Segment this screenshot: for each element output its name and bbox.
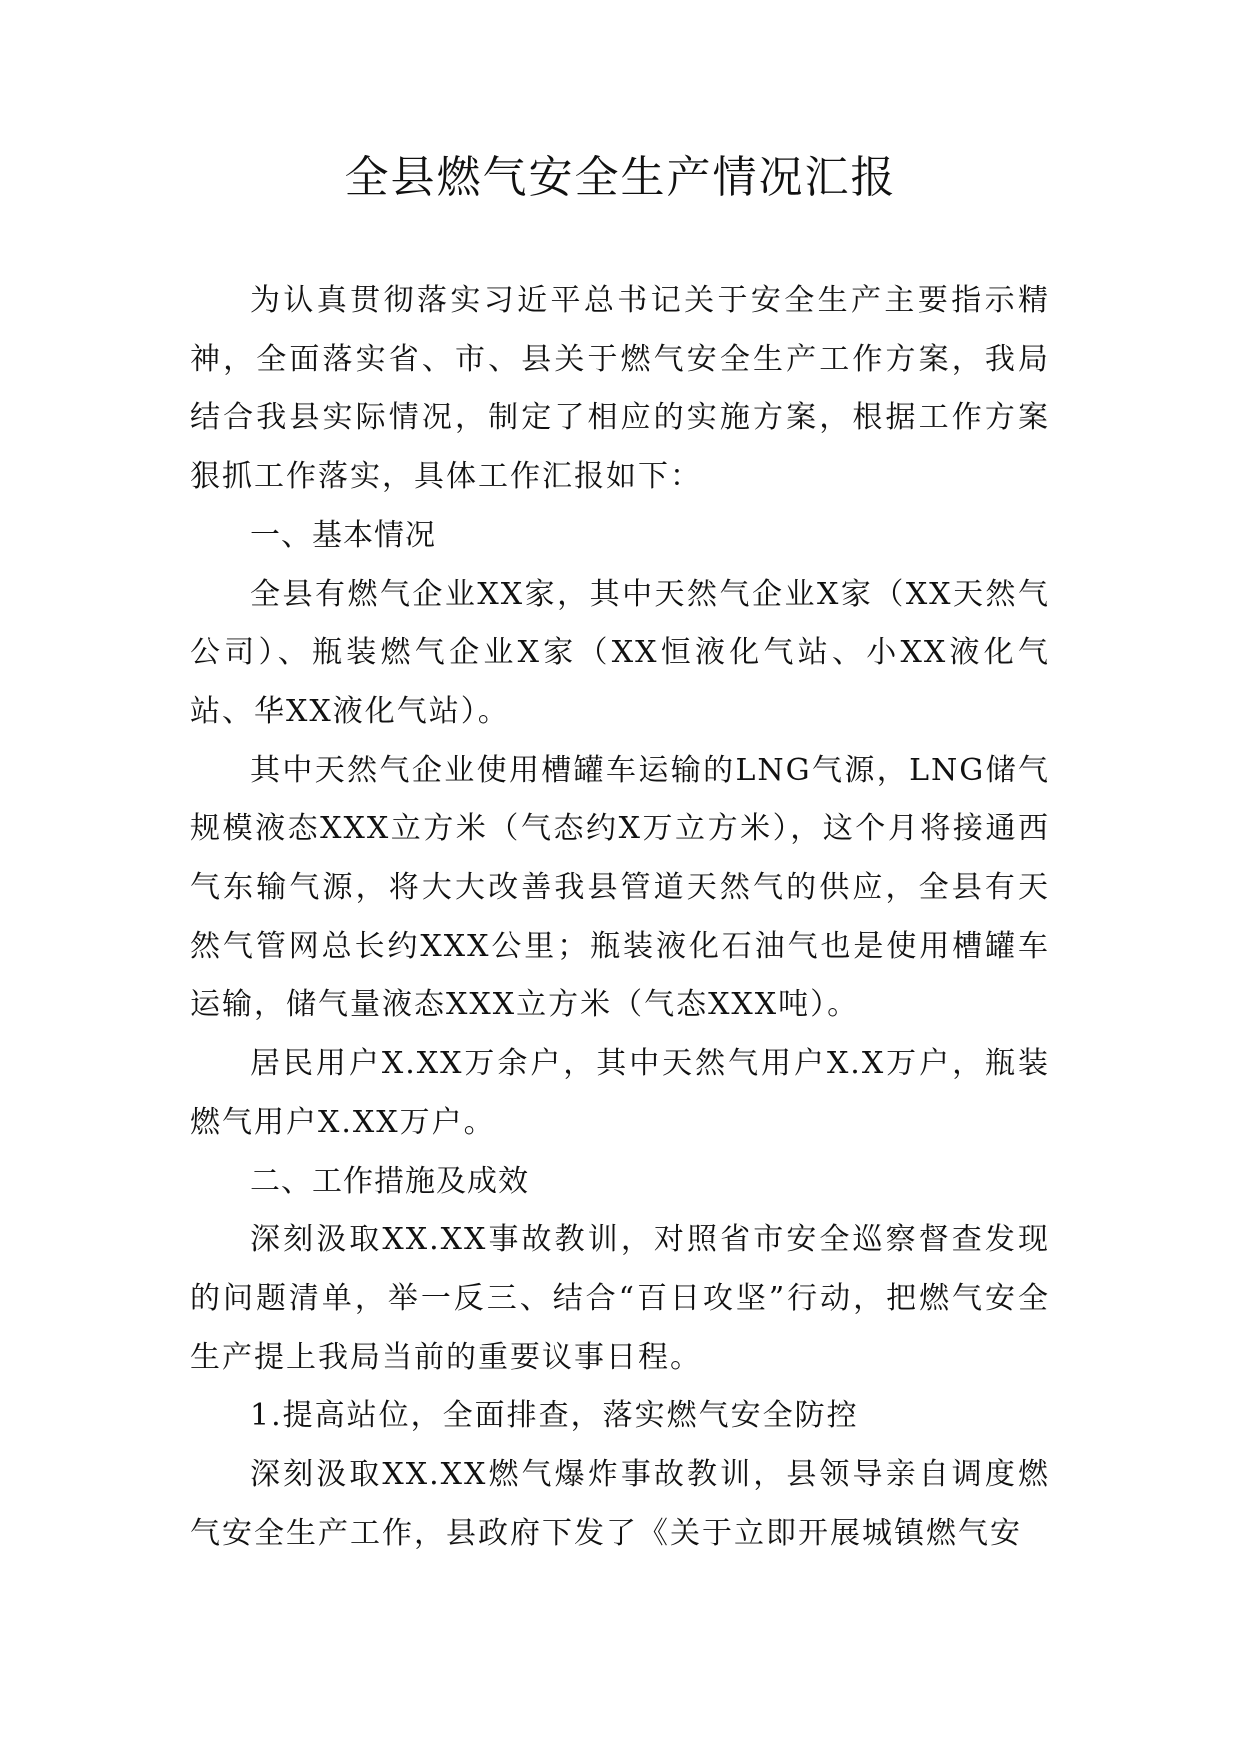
section-heading-basic: 一、基本情况 — [250, 517, 436, 553]
residents-paragraph: 居民用户X.XX万余户，其中天然气用户X.X万户，瓶装燃气用户X.XX万户。 — [190, 1046, 1050, 1140]
basic-enterprises-paragraph: 全县有燃气企业XX家，其中天然气企业X家（XX天然气公司）、瓶装燃气企业X家（XX恒液化气站、小XX液化气站、华XX液化气站）。 — [190, 576, 1050, 729]
document-title: 全县燃气安全生产情况汇报 — [344, 152, 897, 203]
section-heading-measures: 二、工作措施及成效 — [250, 1163, 529, 1199]
subheading-1-paragraph: 1.提高站位，全面排查，落实燃气安全防控 — [250, 1398, 859, 1434]
gas-supply-paragraph: 其中天然气企业使用槽罐车运输的LNG气源，LNG储气规模液态XXX立方米（气态约X万立方米），这个月将接通西气东输气源，将大大改善我县管道天然气的供应，全县有天然气管网总长约XXX公里；瓶装液化石油气也是使用槽罐车运输，储气量液态XXX立方米（气态XXX吨）。 — [190, 752, 1050, 1023]
measures-intro-paragraph: 深刻汲取XX.XX事故教训，对照省市安全巡察督查发现的问题清单，举一反三、结合“百日攻坚”行动，把燃气安全生产提上我局当前的重要议事日程。 — [190, 1222, 1050, 1375]
measures-detail-paragraph: 深刻汲取XX.XX燃气爆炸事故教训，县领导亲自调度燃气安全生产工作，县政府下发了《关于立即开展城镇燃气安 — [190, 1457, 1050, 1551]
document-body — [190, 272, 1050, 1563]
intro-paragraph: 为认真贯彻落实习近平总书记关于安全生产主要指示精神，全面落实省、市、县关于燃气安全生产工作方案，我局结合我县实际情况，制定了相应的实施方案，根据工作方案狠抓工作落实，具体工作汇报如下： — [190, 283, 1050, 495]
